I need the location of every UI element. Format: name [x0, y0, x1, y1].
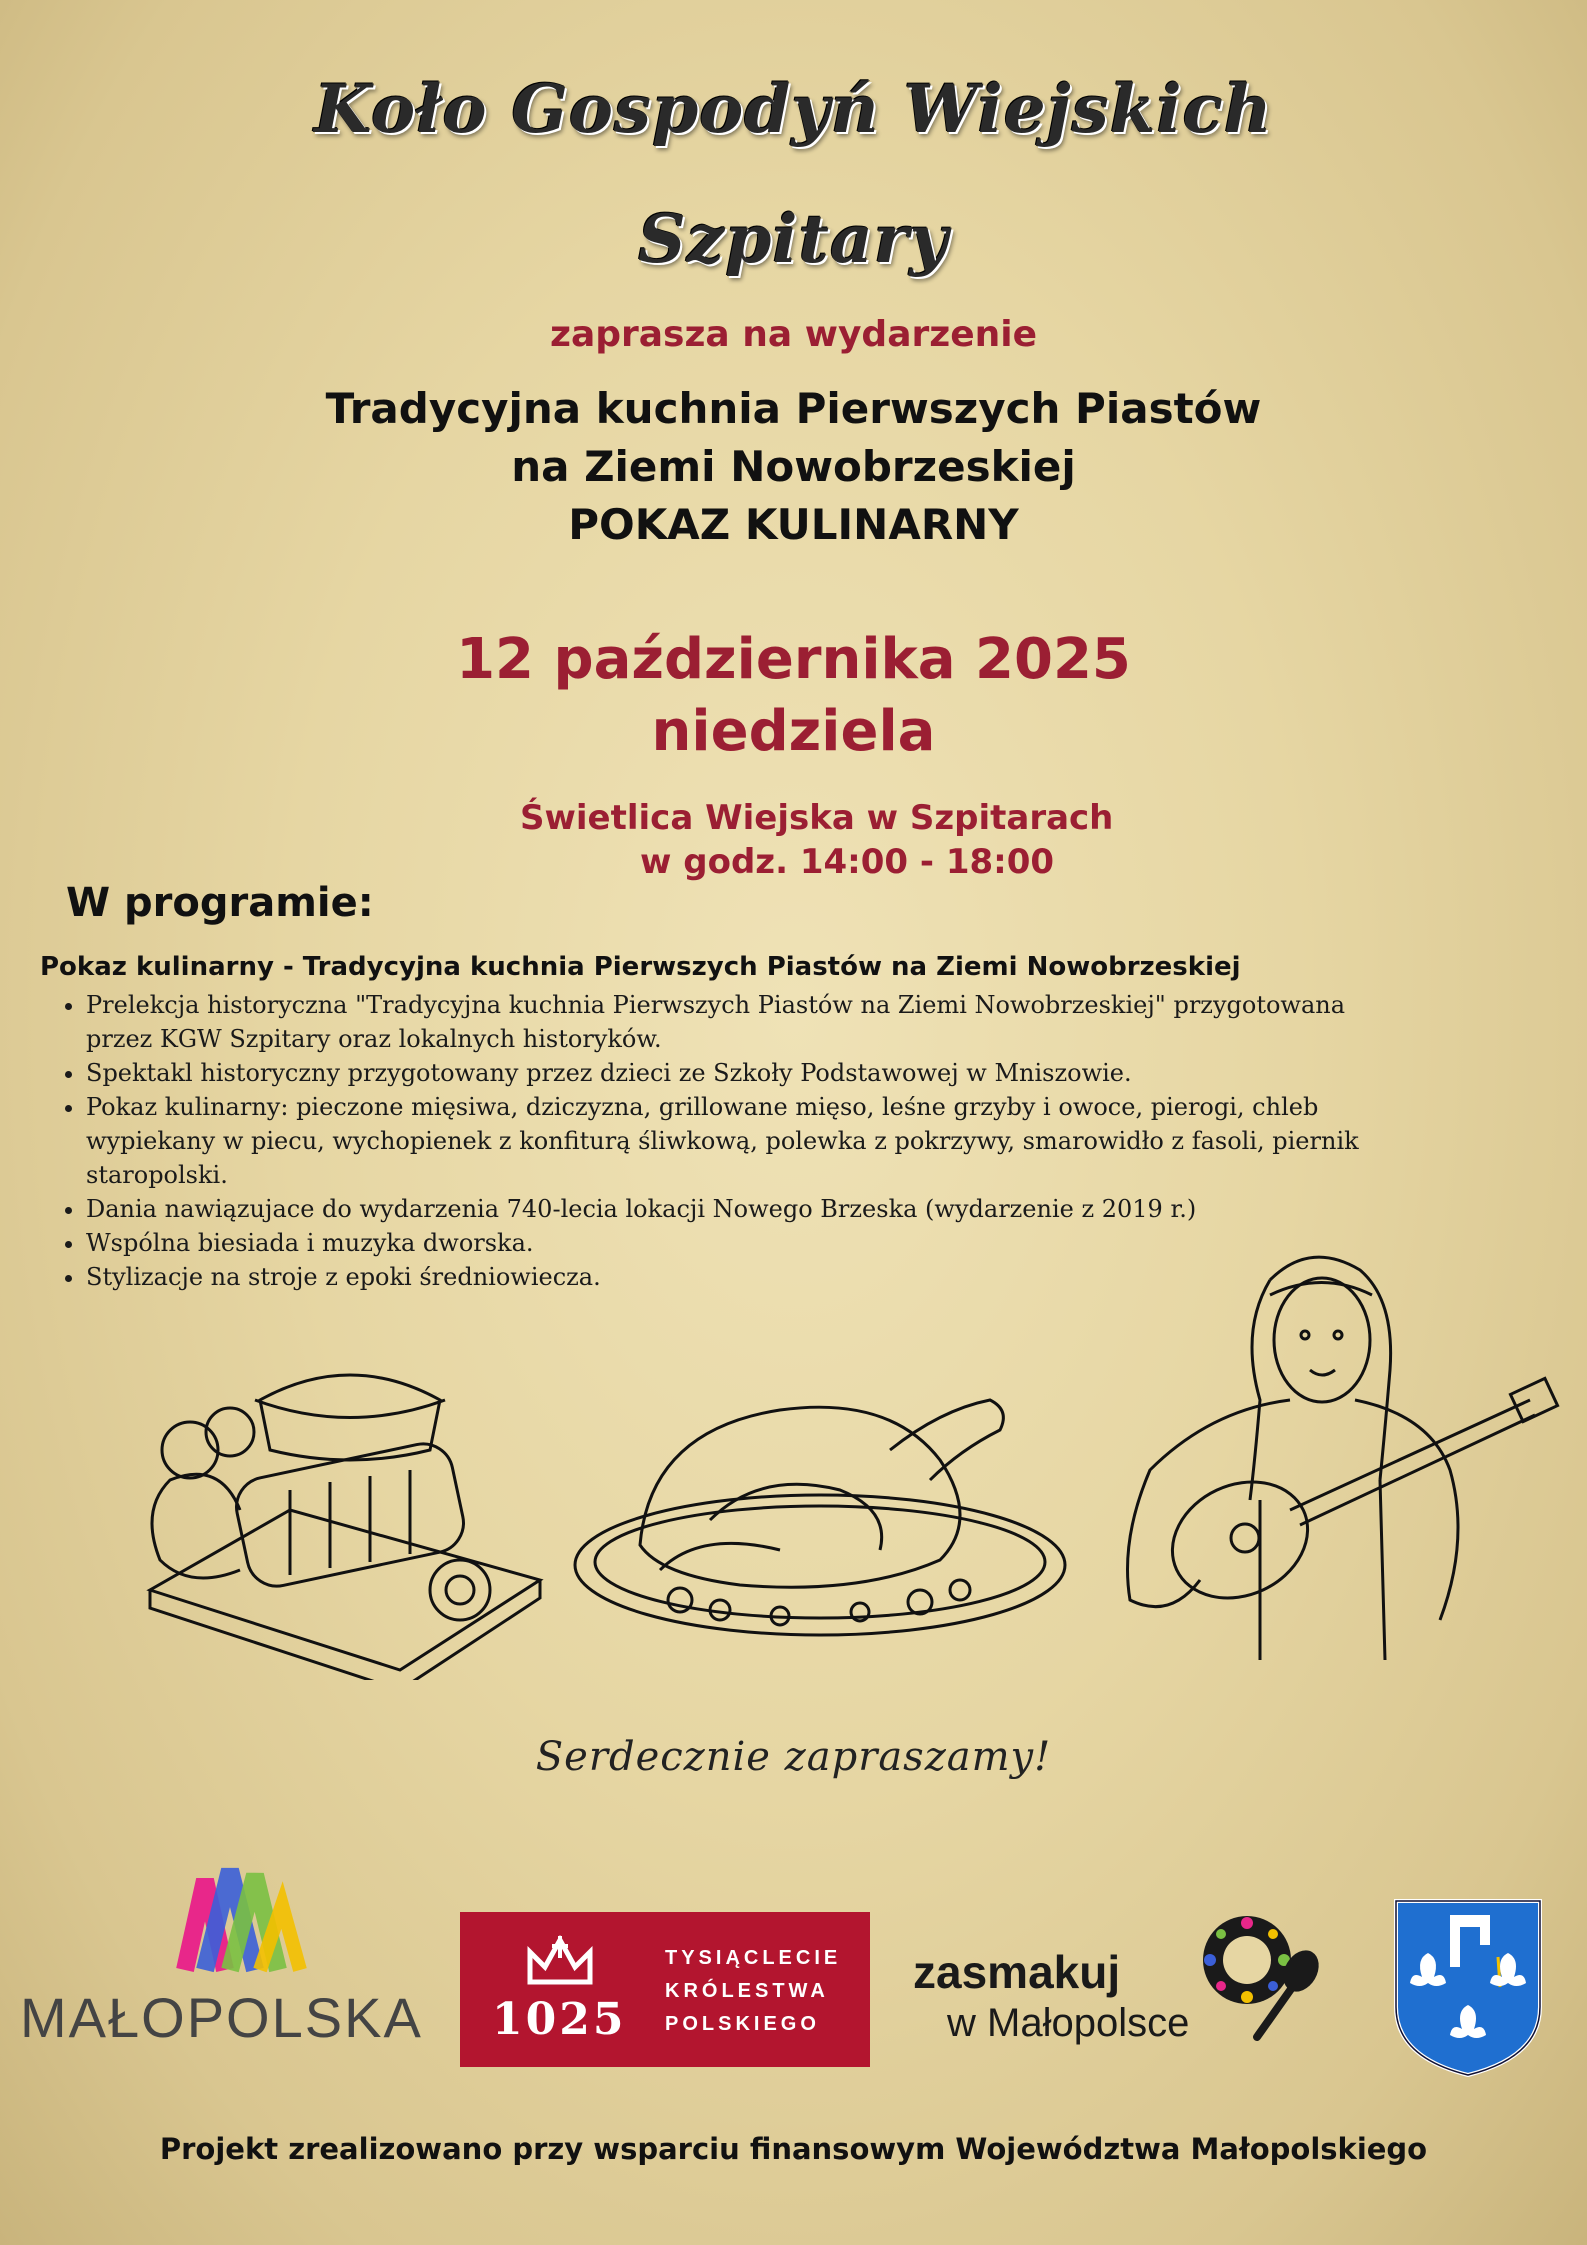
event-weekday: niedziela [651, 699, 936, 764]
malopolska-logo [20, 1860, 440, 2060]
millennium-text-line1: TYSIĄCLECIE [665, 1947, 842, 1969]
millennium-text [665, 1942, 841, 2041]
event-location-block [520, 796, 1220, 884]
event-time: w godz. 14:00 - 18:00 [640, 842, 1055, 882]
event-place: Świetlica Wiejska w Szpitarach [520, 798, 1114, 838]
closing-text: Serdecznie zapraszamy! [535, 1734, 1052, 1780]
event-date: 12 października 2025 [456, 627, 1131, 692]
roast-turkey-illustration [560, 1370, 1080, 1660]
zasmakuj-logo [905, 1905, 1345, 2065]
millennium-logo [460, 1912, 870, 2067]
lute-player-illustration [1110, 1240, 1560, 1670]
folk-spoon-icon [1195, 1905, 1335, 2045]
millennium-text-line3: POLSKIEGO [665, 2013, 820, 2035]
program-heading: W programie: [66, 880, 374, 926]
malopolska-wordmark: MAŁOPOLSKA [20, 1986, 423, 2049]
program-item: • Stylizacje na stroje z epoki średniowiecza. [86, 1260, 1400, 1294]
organization-name: Koło Gospodyń Wiejskich [314, 70, 1273, 148]
coat-of-arms-icon [1392, 1897, 1544, 2079]
program-item: • Pokaz kulinarny: pieczone mięsiwa, dziczyzna, grillowane mięso, leśne grzyby i owoce, pierogi, chleb wypiekany w piecu, wychopienek z konfiturą śliwkową, polewka z pokrzywy, smarowidło z fasoli, piernik staropolski. [86, 1090, 1400, 1192]
organization-village: Szpitary [638, 200, 949, 278]
event-date-block [0, 624, 1587, 768]
event-title [0, 380, 1587, 554]
bread-illustration [140, 1340, 560, 1680]
program-item: • Spektakl historyczny przygotowany przez dzieci ze Szkoły Podstawowej w Mniszowie. [86, 1056, 1400, 1090]
program-subtitle: Pokaz kulinarny - Tradycyjna kuchnia Pierwszych Piastów na Ziemi Nowobrzeskiej [40, 952, 1241, 982]
millennium-text-line2: KRÓLESTWA [665, 1980, 829, 2002]
program-item: • Dania nawiązujace do wydarzenia 740-lecia lokacji Nowego Brzeska (wydarzenie z 2019 r.) [86, 1192, 1400, 1226]
event-title-line2: na Ziemi Nowobrzeskiej [511, 442, 1076, 491]
millennium-number: 1025 [492, 1994, 627, 2045]
event-title-line1: Tradycyjna kuchnia Pierwszych Piastów [325, 384, 1262, 433]
zasmakuj-wordmark: zasmakuj [913, 1946, 1121, 1998]
invite-text: zaprasza na wydarzenie [549, 314, 1038, 355]
crown-icon [520, 1932, 600, 1992]
program-item: • Wspólna biesiada i muzyka dworska. [86, 1226, 1400, 1260]
program-item: • Prelekcja historyczna "Tradycyjna kuchnia Pierwszych Piastów na Ziemi Nowobrzeskiej" przygotowana przez KGW Szpitary oraz lokalnych historyków. [86, 988, 1400, 1056]
event-title-line3: POKAZ KULINARNY [568, 500, 1019, 549]
zasmakuj-subtitle: w Małopolsce [947, 2001, 1190, 2045]
malopolska-mark-icon [20, 1860, 440, 1990]
funding-note: Projekt zrealizowano przy wsparciu finansowym Województwa Małopolskiego [159, 2132, 1428, 2166]
